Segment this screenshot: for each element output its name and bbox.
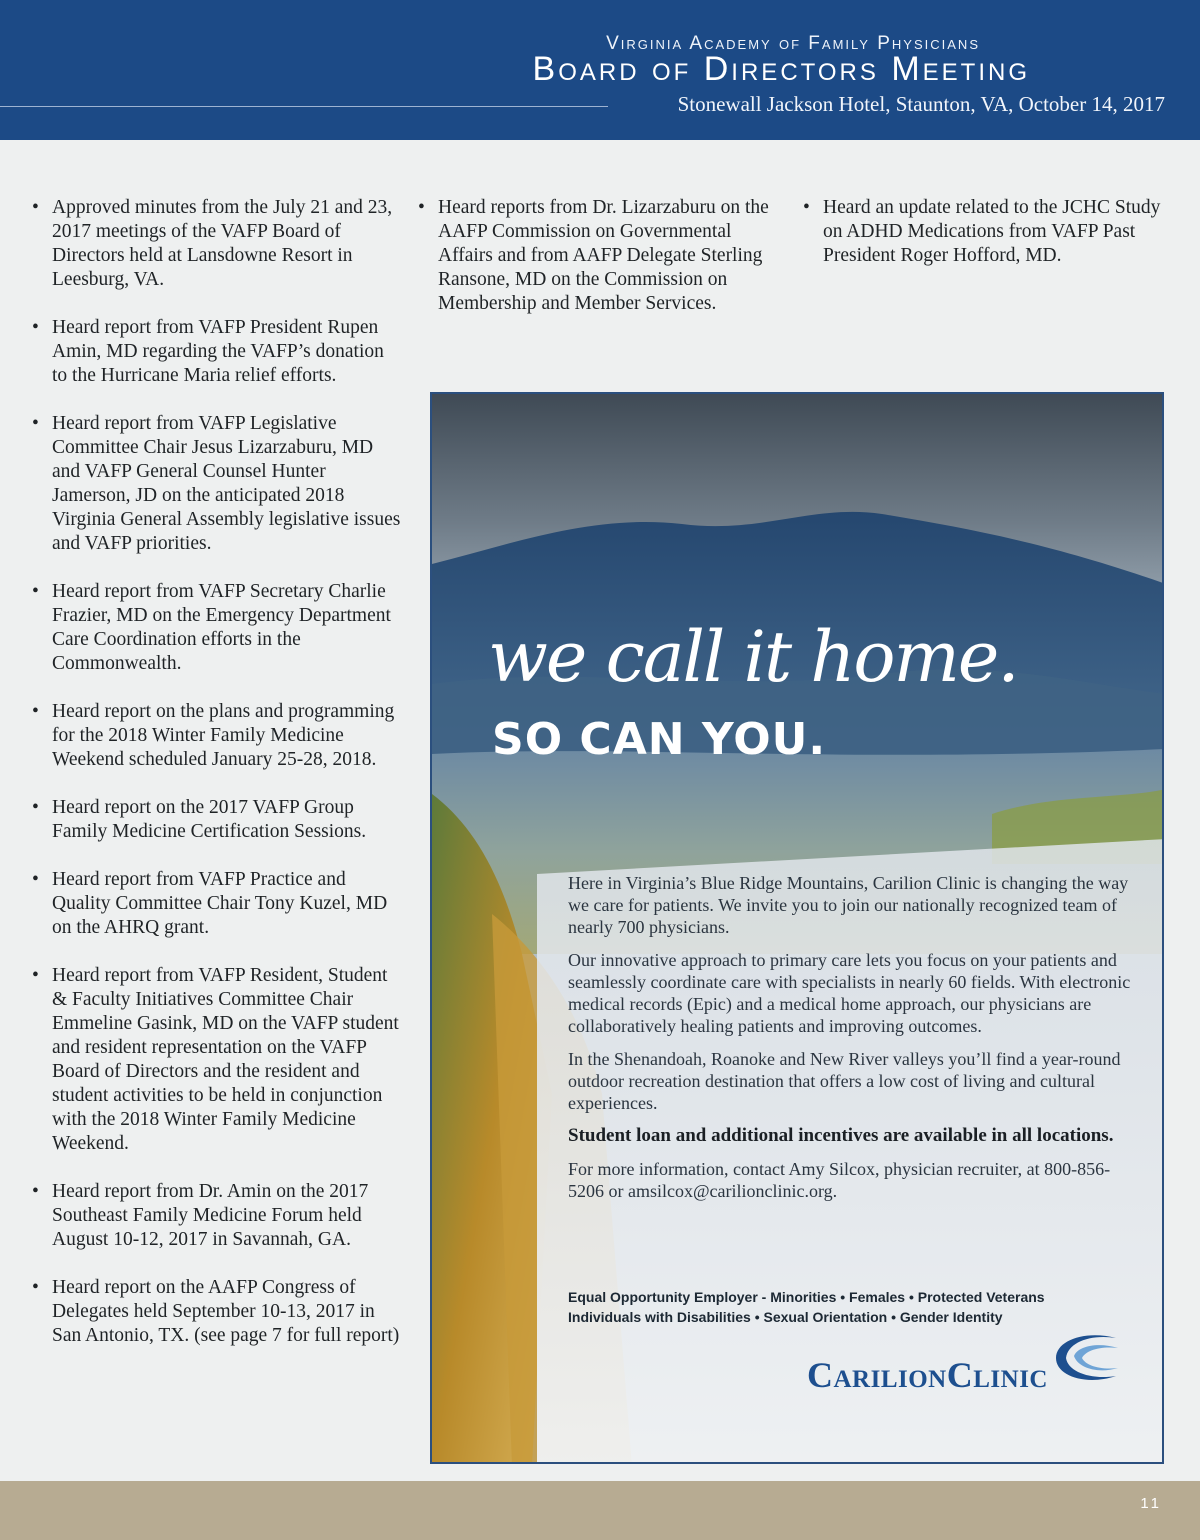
ad-contact: For more information, contact Amy Silcox, physician recruiter, at 800-856-5206 or amsilcox@carilionclinic.org. xyxy=(568,1159,1111,1201)
meeting-venue: Stonewall Jackson Hotel, Staunton, VA, October 14, 2017 xyxy=(677,92,1165,116)
list-item: • Heard report from VAFP Practice and Quality Committee Chair Tony Kuzel, MD on the AHRQ grant. xyxy=(32,868,402,940)
column-middle xyxy=(418,196,788,340)
list-item: • Heard report on the plans and programming for the 2018 Winter Family Medicine Weekend scheduled January 25-28, 2018. xyxy=(32,700,402,772)
list-item: • Heard reports from Dr. Lizarzaburu on the AAFP Commission on Governmental Affairs and from AAFP Delegate Sterling Ransone, MD on the Commission on Membership and Member Services. xyxy=(418,196,788,316)
page-title: Board of Directors Meeting xyxy=(532,50,1030,88)
ad-incentive: Student loan and additional incentives are available in all locations. xyxy=(568,1125,1114,1146)
page-header xyxy=(0,0,1200,140)
carilion-advertisement xyxy=(430,392,1164,1464)
carilion-logo-icon xyxy=(1046,1328,1126,1388)
ad-paragraph: In the Shenandoah, Roanoke and New River valleys you’ll find a year-round outdoor recreation destination that offers a low cost of living and cultural experiences. xyxy=(568,1049,1121,1113)
ad-paragraph: Here in Virginia’s Blue Ridge Mountains, Carilion Clinic is changing the way we care for patients. We invite you to join our nationally recognized team of nearly 700 physicians. xyxy=(568,873,1129,937)
list-item: • Approved minutes from the July 21 and 23, 2017 meetings of the VAFP Board of Directors held at Lansdowne Resort in Leesburg, VA. xyxy=(32,196,402,292)
eoe-line: Equal Opportunity Employer - Minorities • Females • Protected Veterans xyxy=(568,1289,1045,1305)
ad-paragraph: Our innovative approach to primary care lets you focus on your patients and seamlessly coordinate care with specialists in nearly 60 fields. With electronic medical records (Epic) and a medical home approach, our physicians are collaboratively healing patients and improving outcomes. xyxy=(568,950,1131,1036)
organization-name: Virginia Academy of Family Physicians xyxy=(606,33,980,54)
ad-body xyxy=(568,872,1138,1213)
list-item: • Heard an update related to the JCHC Study on ADHD Medications from VAFP Past President Roger Hofford, MD. xyxy=(803,196,1173,268)
list-item: • Heard report from Dr. Amin on the 2017 Southeast Family Medicine Forum held August 10-12, 2017 in Savannah, GA. xyxy=(32,1180,402,1252)
ad-tagline: we call it home. xyxy=(488,616,1018,698)
column-right xyxy=(803,196,1173,292)
list-item: • Heard report from VAFP President Rupen Amin, MD regarding the VAFP’s donation to the Hurricane Maria relief efforts. xyxy=(32,316,402,388)
list-item: • Heard report on the 2017 VAFP Group Family Medicine Certification Sessions. xyxy=(32,796,402,844)
list-item: • Heard report from VAFP Secretary Charlie Frazier, MD on the Emergency Department Care Coordination efforts in the Commonwealth. xyxy=(32,580,402,676)
equal-opportunity-notice xyxy=(568,1287,1148,1327)
page-footer xyxy=(0,1481,1200,1540)
ad-subtagline: SO CAN YOU. xyxy=(492,714,827,765)
list-item: • Heard report on the AAFP Congress of Delegates held September 10-13, 2017 in San Antonio, TX. (see page 7 for full report) xyxy=(32,1276,402,1348)
page-number: 11 xyxy=(1140,1495,1162,1512)
list-item: • Heard report from VAFP Resident, Student & Faculty Initiatives Committee Chair Emmeline Gasink, MD on the VAFP student and resident representation on the VAFP Board of Directors and the resident and student activities to be held in conjunction with the 2018 Winter Family Medicine Weekend. xyxy=(32,964,402,1156)
column-left xyxy=(32,196,402,1372)
carilion-clinic-logo: CarilionClinic xyxy=(807,1355,1048,1395)
eoe-line: Individuals with Disabilities • Sexual Orientation • Gender Identity xyxy=(568,1309,1003,1325)
header-rule xyxy=(0,106,608,107)
list-item: • Heard report from VAFP Legislative Committee Chair Jesus Lizarzaburu, MD and VAFP General Counsel Hunter Jamerson, JD on the anticipated 2018 Virginia General Assembly legislative issues and VAFP priorities. xyxy=(32,412,402,556)
